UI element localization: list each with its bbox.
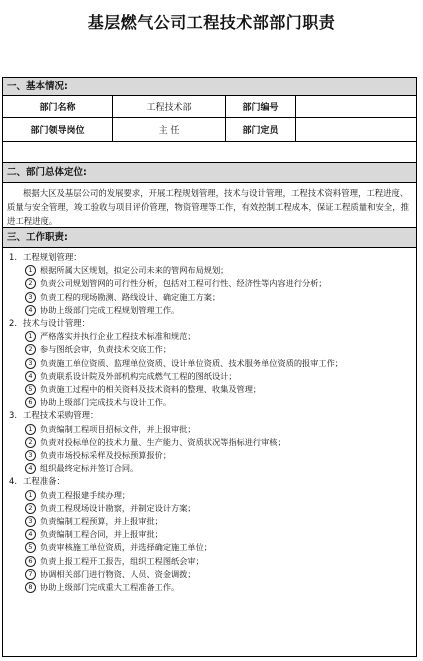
group-number: 2. (9, 318, 17, 329)
staff-label: 部门定员 (226, 118, 296, 141)
info-row-leader (3, 118, 416, 142)
circled-number: 4 (25, 529, 36, 540)
circled-number: 3 (25, 358, 36, 369)
duty-item (9, 396, 412, 409)
circled-number: 2 (25, 344, 36, 355)
duty-item (9, 515, 412, 528)
dept-name-value: 工程技术部 (113, 96, 226, 117)
circled-number: 7 (25, 569, 36, 580)
duty-group-heading (9, 251, 412, 264)
circled-number: 3 (25, 292, 36, 303)
group-number: 4. (9, 476, 17, 487)
staff-value (296, 118, 416, 141)
leader-value: 主 任 (113, 118, 226, 141)
circled-number: 1 (25, 265, 36, 276)
circled-number: 2 (25, 503, 36, 514)
duty-item-text: 组织最终定标并签订合同。 (40, 463, 139, 474)
duty-item-text: 负责编制工程合同，并上报审批； (40, 529, 163, 540)
duty-item (9, 383, 412, 396)
duty-item-text: 负责工程报建手续办理； (40, 489, 131, 500)
circled-number: 5 (25, 542, 36, 553)
duty-item-text: 负责编制工程预算，并上报审批； (40, 516, 163, 527)
duty-item (9, 370, 412, 383)
circled-number: 6 (25, 556, 36, 567)
group-title: 技术与设计管理： (23, 318, 90, 329)
circled-number: 1 (25, 424, 36, 435)
duty-table (2, 77, 417, 657)
circled-number: 1 (25, 331, 36, 342)
circled-number: 2 (25, 278, 36, 289)
duty-item-text: 协调相关部门进行物资、人员、资金调拨； (40, 568, 196, 579)
duty-item-text: 负责施工过程中的相关资料及技术资料的整理、收集及管理； (40, 384, 262, 395)
circled-number: 8 (25, 582, 36, 593)
duty-item (9, 357, 412, 370)
duty-item (9, 568, 412, 581)
duty-item (9, 462, 412, 475)
circled-number: 3 (25, 450, 36, 461)
group-number: 1. (9, 252, 17, 262)
circled-number: 4 (25, 371, 36, 382)
duty-group-heading (9, 475, 412, 488)
dept-no-label: 部门编号 (226, 96, 296, 117)
duty-item (9, 423, 412, 436)
group-title: 工程技术采购管理： (23, 410, 99, 421)
circled-number: 5 (25, 384, 36, 395)
duty-item-text: 负责编制工程项目招标文件，并上报审批； (40, 423, 196, 434)
duty-item-text: 负责对投标单位的技术力量、生产能力、资质状况等指标进行审核； (40, 436, 286, 447)
circled-number: 6 (25, 397, 36, 408)
section-overview-header: 二、部门总体定位: (3, 162, 416, 183)
duty-item (9, 291, 412, 304)
duty-item-text: 负责公司规划管网的可行性分析，包括对工程可行性、经济性等内容进行分析； (40, 278, 327, 289)
circled-number: 1 (25, 490, 36, 501)
duty-item (9, 304, 412, 317)
duty-item (9, 541, 412, 554)
duty-item-text: 负责审核施工单位资质，并选择确定施工单位； (40, 542, 212, 553)
duty-item-text: 负责市场投标采样及投标预算报价； (40, 450, 172, 461)
duty-item (9, 555, 412, 568)
duties-list (3, 248, 416, 594)
duty-item (9, 343, 412, 356)
duty-item-text: 参与图纸会审，负责技术交底工作； (40, 344, 172, 355)
duty-group-heading (9, 409, 412, 422)
duty-item-text: 负责联系设计院及外部机构完成燃气工程的图纸设计； (40, 370, 237, 381)
duty-item-text: 协助上级部门完成技术与设计工作。 (40, 397, 172, 408)
duty-item-text: 严格落实并执行企业工程技术标准和规范； (40, 331, 196, 342)
circled-number: 4 (25, 305, 36, 316)
duty-item (9, 436, 412, 449)
circled-number: 4 (25, 463, 36, 474)
group-number: 3. (9, 410, 17, 421)
duty-item (9, 489, 412, 502)
dept-no-value (296, 96, 416, 117)
section-basic-header: 一、基本情况: (3, 78, 416, 96)
circled-number: 2 (25, 437, 36, 448)
duty-item-text: 负责上报工程开工报告，组织工程图纸会审； (40, 555, 204, 566)
duty-item (9, 502, 412, 515)
duty-item-text: 负责施工单位资质、监理单位资质、设计单位资质、技术服务单位资质的报审工作； (40, 357, 343, 368)
duty-item (9, 330, 412, 343)
section-duties-header: 三、工作职责: (3, 228, 416, 248)
duty-item-text: 协助上级部门完成重大工程准备工作。 (40, 582, 180, 593)
circled-number: 3 (25, 516, 36, 527)
duty-item (9, 528, 412, 541)
duty-item (9, 449, 412, 462)
leader-label: 部门领导岗位 (3, 118, 113, 141)
duty-item (9, 277, 412, 290)
duty-item (9, 581, 412, 594)
page-title: 基层燃气公司工程技术部部门职责 (87, 13, 336, 32)
duty-item-text: 根据所属大区规划，拟定公司未来的管网布局规划； (40, 265, 229, 276)
group-title: 工程规划管理： (23, 252, 82, 262)
duty-item-text: 负责工程现场设计勘察，并制定设计方案； (40, 502, 196, 513)
dept-name-label: 部门名称 (3, 96, 113, 117)
duty-group-heading (9, 317, 412, 330)
duty-item-text: 负责工程的现场勘测、路线设计、确定施工方案； (40, 291, 221, 302)
info-row-dept (3, 96, 416, 118)
group-title: 工程准备： (23, 476, 65, 487)
duty-item (9, 264, 412, 277)
overview-text: 根据大区及基层公司的发展要求，开展工程规划管理，技术与设计管理，工程技术资料管理，工程进度、质量与安全管理，竣工验收与项目评价管理，物资管理等工作，有效控制工程成本，保证工程质量和安全，推进工程进度。 (3, 183, 416, 228)
duty-item-text: 协助上级部门完成工程规划管理工作。 (40, 304, 180, 315)
